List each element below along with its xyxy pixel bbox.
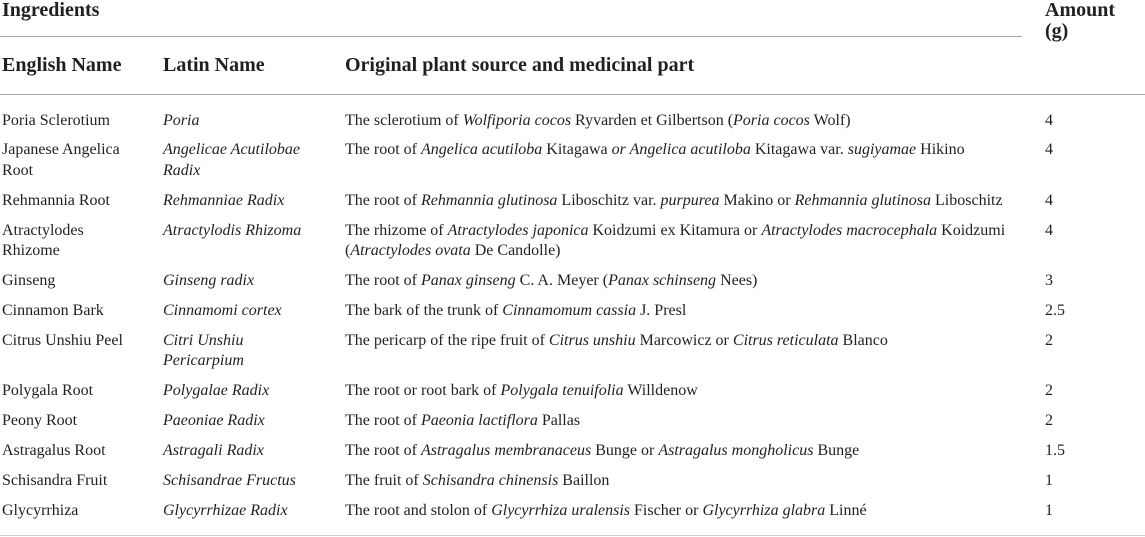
species-name: Poria cocos — [733, 111, 810, 129]
source-text: The root of — [345, 141, 421, 159]
source-text: C. A. Meyer ( — [515, 272, 609, 290]
source-text: J. Presl — [636, 301, 687, 319]
amount-cell: 1.5 — [1045, 442, 1065, 460]
table-body — [0, 95, 1145, 536]
table-row — [0, 466, 1145, 496]
source-text: Linné — [825, 501, 867, 519]
latin-name-cell: Cinnamomi cortex — [163, 301, 282, 319]
species-name: Citrus unshiu — [548, 331, 636, 349]
latin-name-cell: Polygalae Radix — [163, 382, 270, 400]
english-name-cell: Cinnamon Bark — [2, 301, 104, 319]
amount-header-label: Amount — [1045, 0, 1116, 21]
source-cell — [345, 496, 1045, 537]
amount-cell: 1 — [1045, 496, 1145, 537]
english-name-cell: Peony Root — [2, 412, 78, 430]
latin-name-cell: Glycyrrhizae Radix — [163, 496, 345, 537]
amount-cell: 4 — [1045, 221, 1053, 239]
english-name-cell: Atractylodes Rhizome — [2, 221, 84, 260]
source-text: The bark of the trunk of — [345, 301, 503, 319]
species-name: Atractylodes japonica — [447, 221, 589, 239]
species-name: Rehmannia glutinosa — [420, 191, 558, 209]
species-name: purpurea — [660, 191, 720, 209]
latin-name-cell: Citri Unshiu Pericarpium — [163, 331, 244, 370]
species-name: Citrus reticulata — [732, 331, 839, 349]
header-row-group — [0, 0, 1145, 37]
source-cell — [345, 436, 1045, 466]
amount-cell: 3 — [1045, 272, 1053, 290]
species-name: or Angelica acutiloba — [611, 141, 751, 159]
table-row — [0, 186, 1145, 216]
source-text: Willdenow — [623, 382, 698, 400]
table-row — [0, 406, 1145, 436]
source-text: Kitagawa — [542, 141, 612, 159]
source-text: Bunge or — [591, 442, 659, 460]
english-name-cell: Astragalus Root — [2, 442, 106, 460]
source-text: The root of — [345, 442, 421, 460]
amount-cell: 1 — [1045, 471, 1053, 489]
species-name: Wolfiporia cocos — [462, 111, 572, 129]
amount-cell: 4 — [1045, 191, 1053, 209]
english-name-cell: Citrus Unshiu Peel — [2, 331, 123, 349]
english-name-cell: Japanese Angelica Root — [2, 141, 120, 179]
source-cell — [345, 216, 1045, 266]
species-name: Panax schinseng — [608, 272, 717, 290]
species-name: Astragalus mongholicus — [658, 442, 814, 460]
species-name: Schisandra chinensis — [422, 471, 559, 489]
latin-name-cell: Schisandrae Fructus — [163, 471, 296, 489]
header-row-columns — [0, 37, 1145, 95]
amount-cell: 4 — [1045, 111, 1053, 129]
table-row — [0, 216, 1145, 266]
english-name-cell: Ginseng — [2, 272, 56, 290]
source-cell — [345, 406, 1045, 436]
amount-cell: 2 — [1045, 331, 1053, 349]
source-text: The pericarp of the ripe fruit of — [345, 331, 549, 349]
table-row — [0, 95, 1145, 135]
latin-name-cell: Poria — [163, 111, 200, 129]
table-row — [0, 326, 1145, 376]
english-name-cell: Glycyrrhiza — [0, 496, 163, 537]
ingredients-header-label: Ingredients — [2, 0, 100, 21]
latin-name-cell: Ginseng radix — [163, 272, 255, 290]
source-text: Blanco — [838, 331, 888, 349]
source-text: Liboschitz var. — [557, 191, 661, 209]
species-name: Glycyrrhiza glabra — [702, 501, 826, 519]
source-text: Pallas — [537, 412, 581, 430]
source-text: Bunge — [813, 442, 860, 460]
ingredients-group-header — [0, 0, 1045, 37]
source-cell — [345, 135, 1045, 185]
source-text: Kitagawa var. — [750, 141, 848, 159]
species-name: Atractylodes ovata — [350, 242, 471, 260]
source-cell — [345, 296, 1045, 326]
source-header: Original plant source and medicinal part — [345, 37, 1045, 95]
species-name: sugiyamae — [847, 141, 917, 159]
source-cell — [345, 326, 1045, 376]
table-row — [0, 376, 1145, 406]
species-name: Rehmannia glutinosa — [794, 191, 932, 209]
source-text: The root of — [345, 191, 421, 209]
source-text: The rhizome of — [345, 221, 448, 239]
species-name: Cinnamomum cassia — [502, 301, 637, 319]
amount-cell: 2 — [1045, 382, 1053, 400]
source-text: The fruit of — [345, 471, 423, 489]
source-cell — [345, 266, 1045, 296]
latin-name-cell: Atractylodis Rhizoma — [163, 221, 302, 239]
source-text: Nees) — [716, 272, 758, 290]
source-text: Wolf) — [809, 111, 851, 129]
source-text: The sclerotium of — [345, 111, 463, 129]
source-text: The root of — [345, 272, 421, 290]
table-row — [0, 266, 1145, 296]
species-name: Paeonia lactiflora — [420, 412, 538, 430]
source-text: Ryvarden et Gilbertson ( — [571, 111, 734, 129]
source-text: The root of — [345, 412, 421, 430]
latin-name-cell: Angelicae Acutilobae Radix — [163, 141, 300, 179]
source-text: Marcowicz or — [635, 331, 733, 349]
source-text: Fischer or — [630, 501, 703, 519]
english-name-header: English Name — [0, 37, 163, 95]
source-text: The root and stolon of — [345, 501, 492, 519]
english-name-cell: Polygala Root — [2, 382, 94, 400]
latin-name-cell: Astragali Radix — [163, 442, 264, 460]
source-cell — [345, 466, 1045, 496]
english-name-cell: Rehmannia Root — [2, 191, 110, 209]
source-cell — [345, 376, 1045, 406]
species-name: Angelica acutiloba — [420, 141, 543, 159]
english-name-cell: Schisandra Fruit — [2, 471, 108, 489]
amount-cell: 2 — [1045, 412, 1053, 430]
source-text: Koidzumi ( — [345, 221, 1006, 260]
latin-name-cell: Paeoniae Radix — [163, 412, 265, 430]
amount-cell: 4 — [1045, 141, 1053, 159]
source-text: Hikino — [916, 141, 965, 159]
source-cell — [345, 95, 1045, 135]
species-name: Polygala tenuifolia — [500, 382, 624, 400]
table-row — [0, 296, 1145, 326]
table-row — [0, 496, 1145, 537]
table-header — [0, 0, 1145, 95]
amount-header — [1045, 0, 1145, 95]
source-text: De Candolle) — [470, 242, 561, 260]
species-name: Glycyrrhiza uralensis — [491, 501, 631, 519]
table-row — [0, 436, 1145, 466]
source-text: Makino or — [719, 191, 795, 209]
source-cell — [345, 186, 1045, 216]
source-text: The root or root bark of — [345, 382, 501, 400]
table-row — [0, 135, 1145, 185]
english-name-cell: Poria Sclerotium — [2, 111, 110, 129]
amount-header-unit: (g) — [1045, 20, 1069, 42]
source-text: Baillon — [558, 471, 610, 489]
latin-name-header: Latin Name — [163, 37, 345, 95]
latin-name-cell: Rehmanniae Radix — [163, 191, 285, 209]
species-name: Astragalus membranaceus — [420, 442, 592, 460]
species-name: Panax ginseng — [420, 272, 516, 290]
species-name: Atractylodes macrocephala — [761, 221, 938, 239]
amount-cell: 2.5 — [1045, 301, 1065, 319]
source-text: Liboschitz — [931, 191, 1003, 209]
source-text: Koidzumi ex Kitamura or — [588, 221, 762, 239]
